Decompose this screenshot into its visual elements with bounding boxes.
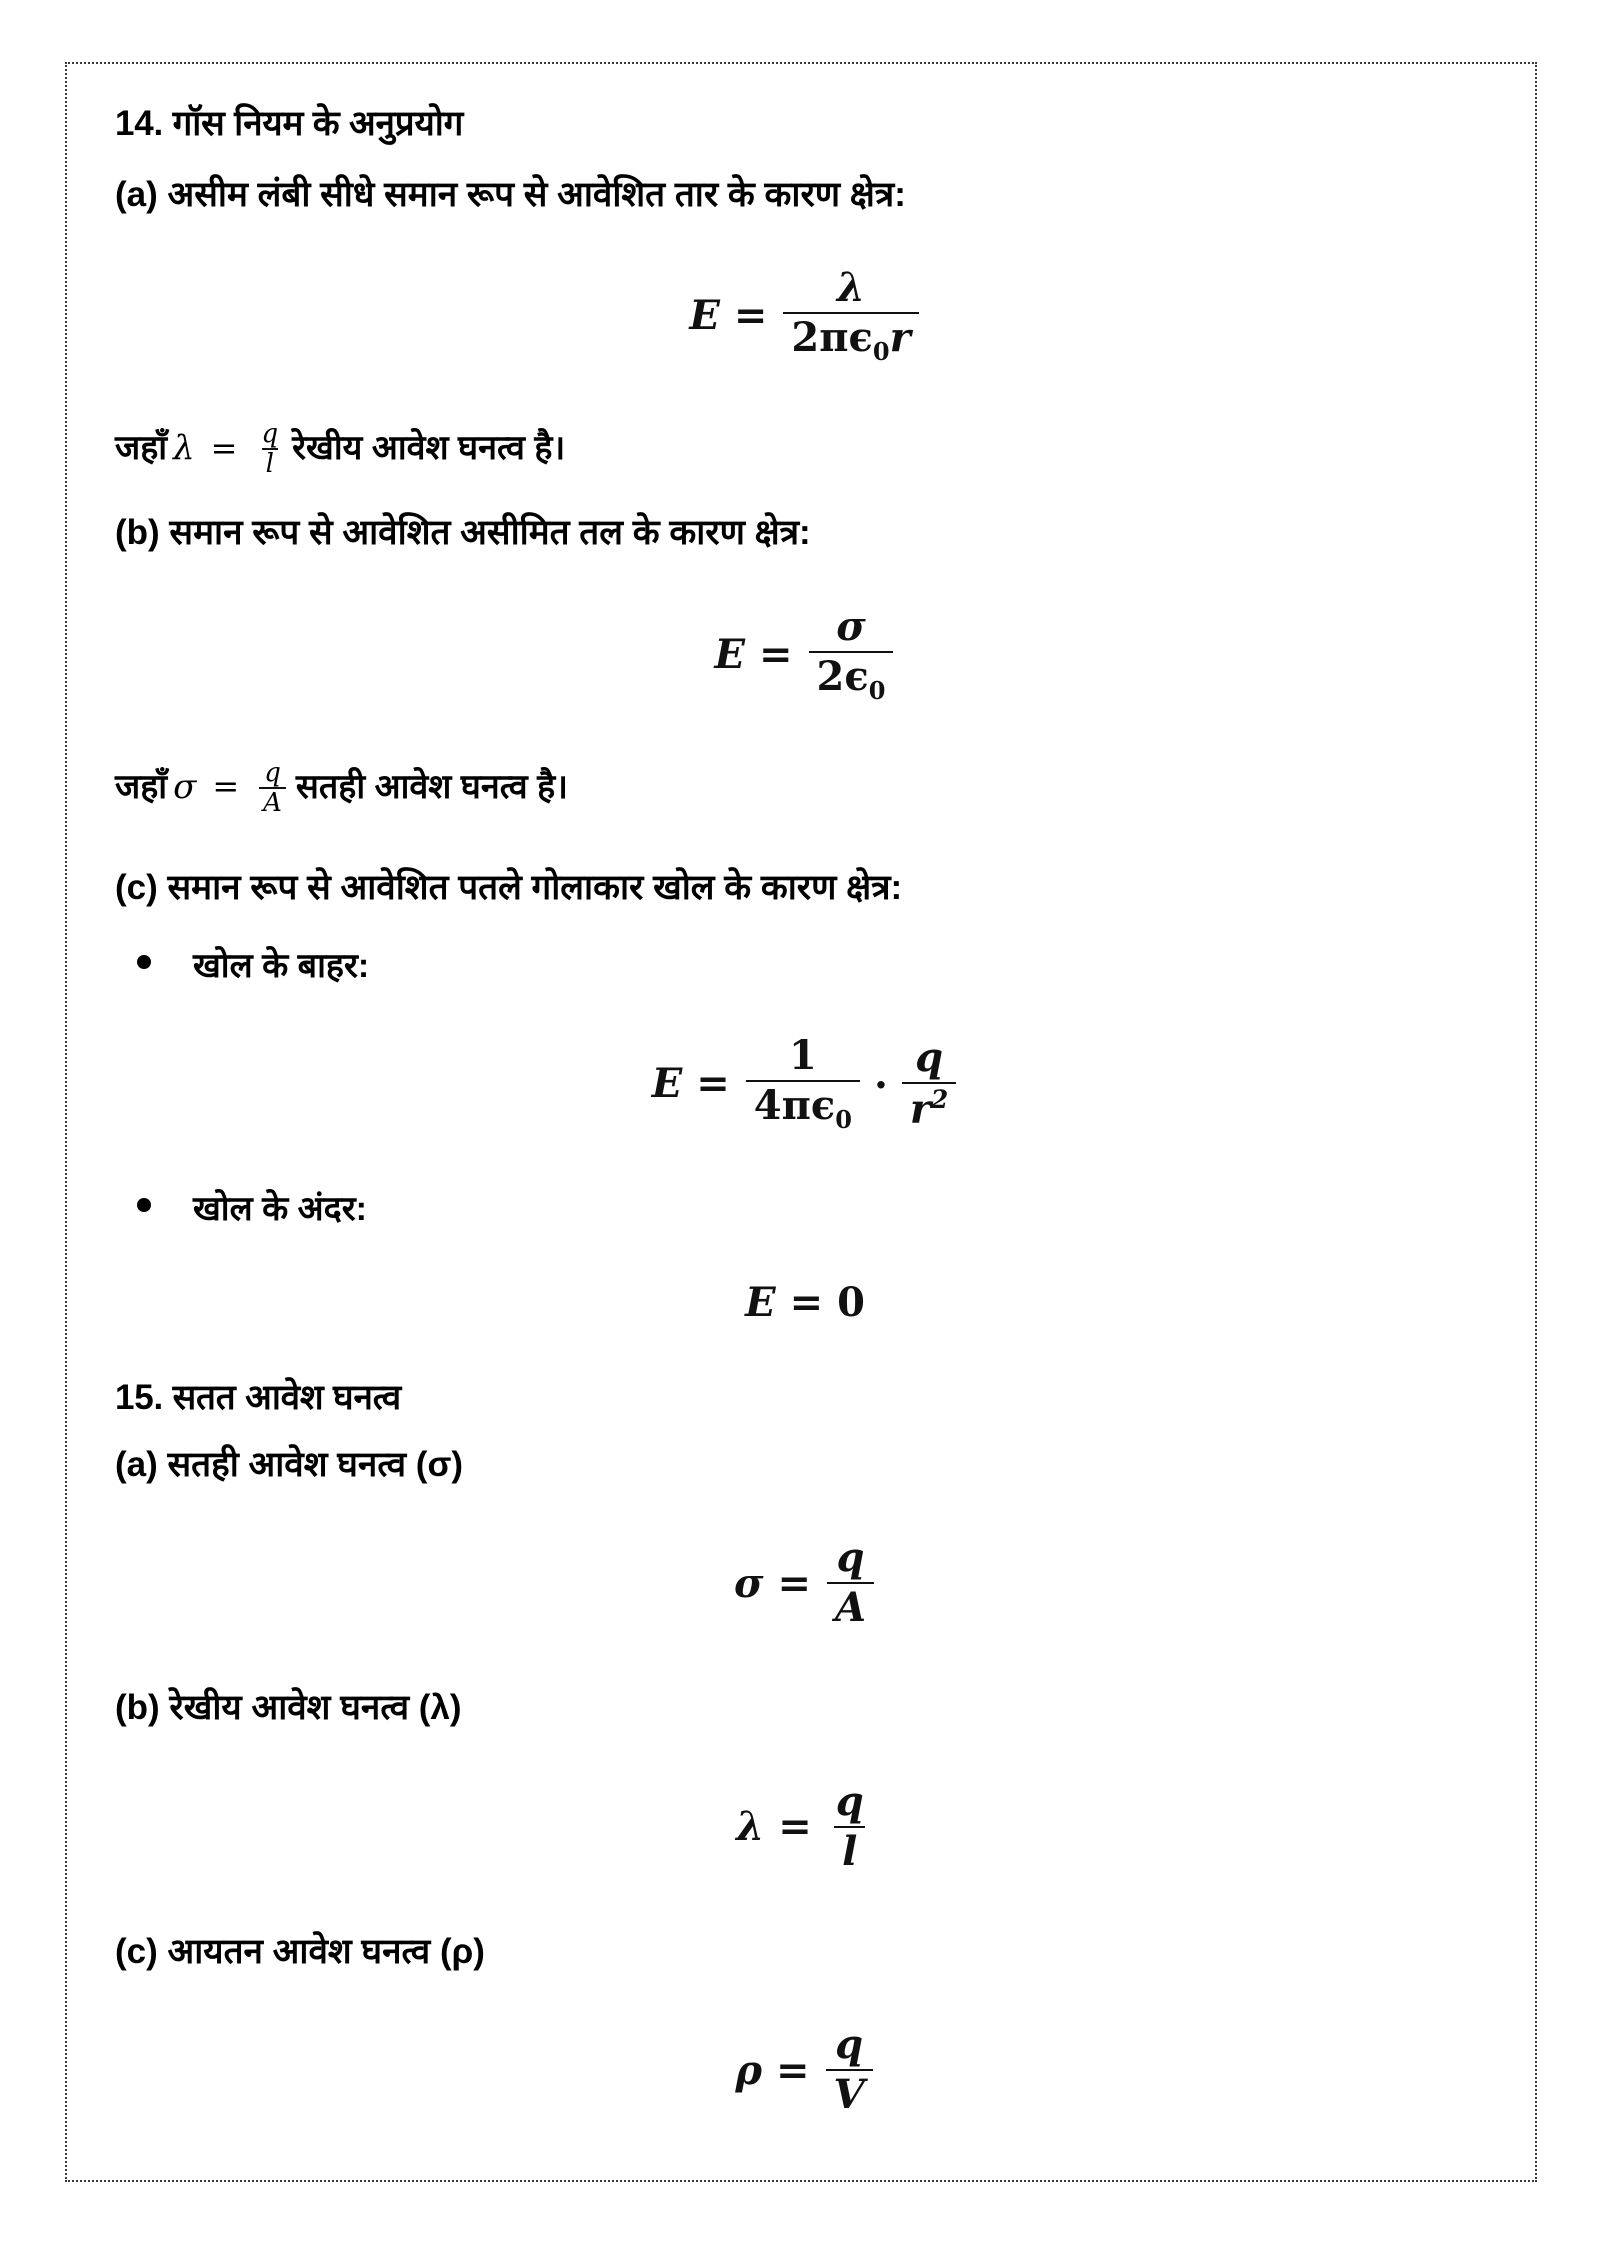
- section-14-item-a-label: (a) असीम लंबी सीधे समान रूप से आवेशित तार के कारण क्षेत्र:: [115, 174, 906, 214]
- bullet-inside-shell: [115, 1188, 1495, 1231]
- note-frac-num-a: q: [261, 419, 279, 450]
- note-fraction-q-over-A: [259, 758, 286, 819]
- note-symbol-sigma: σ: [173, 767, 197, 808]
- document-content: [115, 102, 1495, 2119]
- formula-surface-charge-density: [115, 1534, 1495, 1632]
- math-pi: π: [819, 314, 849, 362]
- math-E: E: [714, 631, 746, 679]
- math-equals: =: [733, 292, 768, 340]
- math-equals: =: [776, 2046, 810, 2094]
- math-zero: 0: [837, 1278, 865, 1326]
- bullet-outside-shell: [115, 945, 1495, 988]
- math-rho: ρ: [735, 2046, 763, 2094]
- math-epsilon: ϵ: [844, 652, 869, 700]
- math-equals: =: [778, 1803, 812, 1851]
- math-zero-subscript: 0: [872, 337, 890, 367]
- section-15-item-a-label: (a) सतही आवेश घनत्व (σ): [115, 1444, 464, 1484]
- math-zero-subscript: 0: [868, 675, 886, 705]
- math-lambda: λ: [736, 1803, 765, 1851]
- bullet-dot-icon: [137, 955, 151, 969]
- note-equals-a: =: [210, 428, 238, 467]
- formula-linear-charge-density: [115, 1777, 1495, 1875]
- note-suffix-b: सतही आवेश घनत्व है।: [295, 768, 569, 807]
- math-V: V: [826, 2069, 873, 2116]
- formula-volume-charge-density: [115, 2021, 1495, 2119]
- math-pi: π: [781, 1082, 811, 1130]
- math-equals: =: [777, 1559, 811, 1607]
- math-two: 2: [791, 314, 820, 362]
- section-15-heading: 15. सतत आवेश घनत्व: [115, 1377, 402, 1417]
- math-q: q: [836, 1534, 865, 1582]
- section-14-item-c-label: (c) समान रूप से आवेशित पतले गोलाकार खोल के कारण क्षेत्र:: [115, 868, 903, 908]
- math-l: l: [834, 1826, 865, 1873]
- math-equals: =: [759, 631, 793, 679]
- note-frac-num-b: q: [264, 758, 281, 789]
- math-epsilon: ϵ: [848, 314, 873, 362]
- note-frac-den-a: l: [262, 448, 278, 477]
- note-lambda-definition: [115, 419, 1495, 480]
- math-r: r: [889, 314, 911, 362]
- note-fraction-q-over-l: [257, 419, 282, 480]
- math-A: A: [827, 1582, 874, 1629]
- formula-field-inside-shell: [115, 1279, 1495, 1326]
- section-14-heading: 14. गॉस नियम के अनुप्रयोग: [115, 104, 464, 143]
- math-sigma: σ: [836, 602, 866, 650]
- math-q: q: [915, 1034, 944, 1082]
- bullet-dot-icon: [137, 1198, 151, 1212]
- math-q: q: [835, 1777, 864, 1825]
- math-epsilon: ϵ: [810, 1082, 836, 1130]
- math-zero-subscript: 0: [835, 1105, 852, 1135]
- math-equals: =: [696, 1060, 730, 1108]
- note-suffix-a: रेखीय आवेश घनत्व है।: [292, 429, 566, 468]
- math-multiplication-dot: ·: [873, 1062, 888, 1110]
- math-E: E: [745, 1278, 776, 1326]
- section-15-item-c-label: (c) आयतन आवेश घनत्व (ρ): [115, 1931, 485, 1971]
- bullet-outside-shell-label: खोल के बाहर:: [193, 946, 370, 985]
- math-q: q: [835, 2021, 864, 2069]
- math-E: E: [651, 1060, 683, 1108]
- math-one: 1: [788, 1032, 817, 1080]
- document-page: [65, 62, 1537, 2182]
- math-two: 2: [816, 652, 845, 700]
- formula-field-outside-shell: [115, 1032, 1495, 1135]
- math-equals: =: [789, 1278, 824, 1326]
- math-sigma: σ: [733, 1559, 764, 1607]
- math-four: 4: [753, 1082, 782, 1130]
- note-equals-b: =: [212, 767, 240, 806]
- note-prefix-a: जहाँ: [115, 429, 168, 468]
- formula-field-line-charge: [115, 264, 1495, 367]
- math-exponent-two: 2: [930, 1085, 949, 1115]
- note-sigma-definition: [115, 758, 1495, 819]
- math-E: E: [689, 292, 720, 340]
- note-frac-den-b: A: [259, 787, 286, 816]
- note-prefix-b: जहाँ: [115, 768, 168, 807]
- section-15-item-b-label: (b) रेखीय आवेश घनत्व (λ): [115, 1688, 462, 1728]
- note-symbol-lambda: λ: [173, 428, 195, 469]
- section-14-item-b-label: (b) समान रूप से आवेशित असीमित तल के कारण क्षेत्र:: [115, 513, 811, 553]
- bullet-inside-shell-label: खोल के अंदर:: [193, 1190, 367, 1229]
- formula-field-infinite-plane: [115, 602, 1495, 705]
- math-lambda: λ: [836, 264, 866, 312]
- math-r: r: [909, 1085, 931, 1133]
